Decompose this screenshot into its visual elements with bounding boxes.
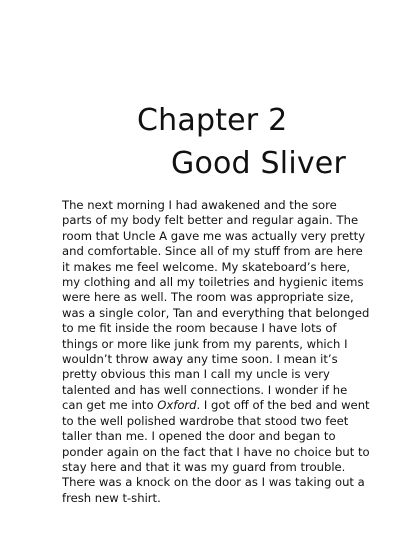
paragraph-line: and comfortable. Since all of my stuff from are here bbox=[62, 244, 363, 259]
paragraph-line: was a single color, Tan and everything that belonged bbox=[62, 305, 370, 320]
paragraph-line: it makes me feel welcome. My skateboard’s here, bbox=[62, 259, 351, 274]
paragraph-line: talented and has well connections. I wonder if he bbox=[62, 382, 348, 397]
paragraph-line: wouldn’t throw away any time soon. I mean it’s bbox=[62, 352, 338, 367]
paragraph-line bbox=[62, 398, 370, 413]
paragraph-line: my clothing and all my toiletries and hygienic items bbox=[62, 275, 364, 290]
paragraph-line: stay here and that it was my guard from trouble. bbox=[62, 459, 346, 474]
paragraph-line: things or more like junk from my parents, which I bbox=[62, 336, 348, 351]
paragraph-line: The next morning I had awakened and the sore bbox=[62, 198, 337, 212]
paragraph-line: taller than me. I opened the door and began to bbox=[62, 429, 336, 444]
paragraph-line: room that Uncle A gave me was actually very pretty bbox=[62, 228, 366, 243]
line-text: can get me into bbox=[62, 398, 158, 413]
paragraph-line: ponder again on the fact that I have no choice but to bbox=[62, 444, 370, 459]
paragraph-line: were here as well. The room was appropriate size, bbox=[62, 290, 354, 305]
paragraph-line: fresh new t-shirt. bbox=[62, 490, 161, 505]
chapter-body-paragraph bbox=[62, 198, 370, 506]
chapter-number: Chapter 2 bbox=[137, 103, 288, 138]
line-text: . I got off of the bed and went bbox=[196, 398, 370, 413]
italic-book-title: Oxford bbox=[157, 398, 197, 413]
chapter-title: Good Sliver bbox=[171, 146, 346, 181]
paragraph-line: pretty obvious this man I call my uncle is very bbox=[62, 367, 330, 382]
paragraph-line: parts of my body felt better and regular again. The bbox=[62, 213, 359, 228]
paragraph-line: There was a knock on the door as I was taking out a bbox=[62, 475, 365, 490]
paragraph-line: to the well polished wardrobe that stood two feet bbox=[62, 413, 349, 428]
paragraph-line: to me fit inside the room because I have lots of bbox=[62, 321, 337, 336]
